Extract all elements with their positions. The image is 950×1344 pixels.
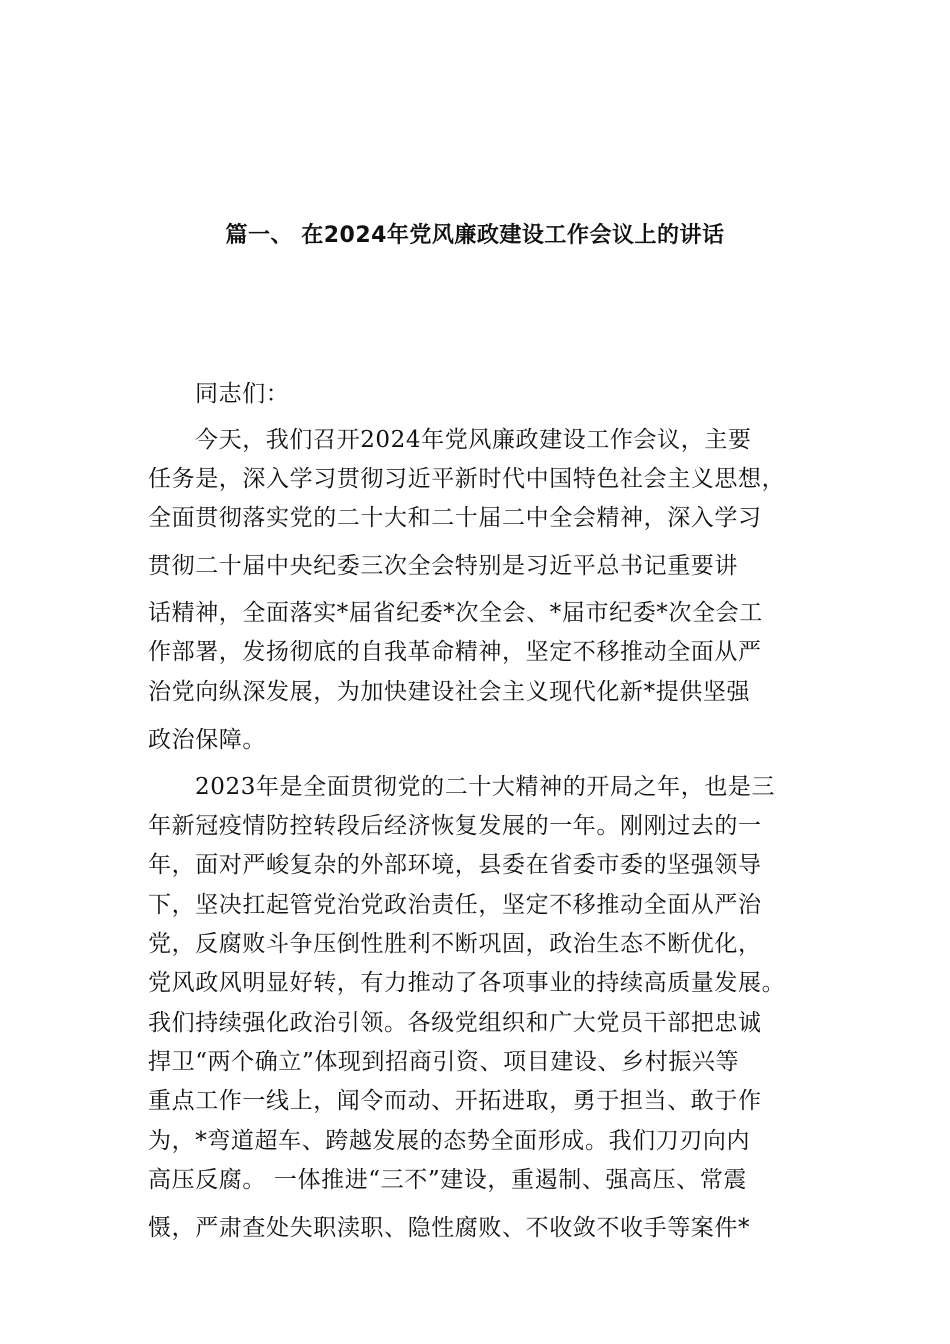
paragraph-line: 话精神，全面落实*届省纪委*次全会、*届市纪委*次全会工 [148,600,763,626]
paragraph-line: 今天，我们召开2024年党风廉政建设工作会议，主要 [195,427,752,453]
paragraph-line: 年新冠疫情防控转段后经济恢复发展的一年。刚刚过去的一 [148,813,762,839]
paragraph-line: 为，*弯道超车、跨越发展的态势全面形成。我们刀刃向内 [148,1128,751,1154]
paragraph-line: 下，坚决扛起管党治党政治责任，坚定不移推动全面从严治 [148,892,762,918]
paragraph-line: 慑，严肃查处失职渎职、隐性腐败、不收敛不收手等案件* [148,1215,751,1241]
paragraph-line: 年，面对严峻复杂的外部环境，县委在省委市委的坚强领导 [148,852,762,878]
paragraph-line: 重点工作一线上，闻令而动、开拓进取，勇于担当、敢于作 [148,1088,762,1114]
paragraph-line: 任务是，深入学习贯彻习近平新时代中国特色社会主义思想， [148,466,786,492]
paragraph-line: 作部署，发扬彻底的自我革命精神，坚定不移推动全面从严 [148,639,762,665]
paragraph-line: 贯彻二十届中央纪委三次全会特别是习近平总书记重要讲 [148,553,738,579]
document-title: 篇一、 在2024年党风廉政建设工作会议上的讲话 [225,223,725,248]
paragraph-line: 治党向纵深发展，为加快建设社会主义现代化新*提供坚强 [148,679,751,705]
paragraph-line: 2023年是全面贯彻党的二十大精神的开局之年，也是三 [195,774,776,800]
paragraph-line: 党风政风明显好转，有力推动了各项事业的持续高质量发展。 [148,970,786,996]
paragraph-line: 政治保障。 [148,727,266,753]
paragraph-line: 党，反腐败斗争压倒性胜利不断巩固，政治生态不断优化， [148,931,762,957]
paragraph-line: 高压反腐。 一体推进“三不”建设，重遏制、强高压、常震 [148,1167,748,1193]
paragraph-line: 全面贯彻落实党的二十大和二十届二中全会精神，深入学习 [148,505,762,531]
paragraph-line: 我们持续强化政治引领。各级党组织和广大党员干部把忠诚 [148,1010,762,1036]
salutation-line: 同志们： [195,381,290,407]
paragraph-line: 捍卫“两个确立”体现到招商引资、项目建设、乡村振兴等 [148,1049,740,1075]
